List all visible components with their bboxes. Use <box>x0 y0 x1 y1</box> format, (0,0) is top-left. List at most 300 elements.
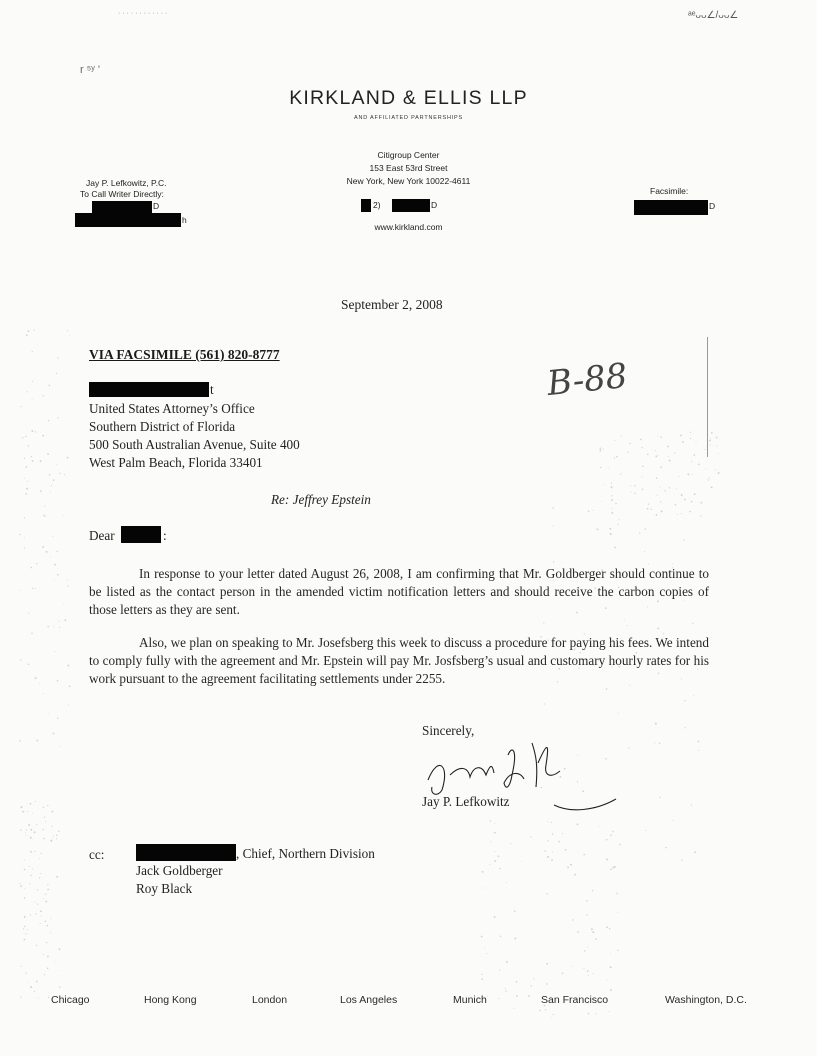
scan-speck <box>32 381 33 382</box>
footer-city-london: London <box>252 994 288 1006</box>
scan-speck <box>32 351 33 352</box>
scan-speck <box>684 700 685 701</box>
scan-speck <box>59 948 61 950</box>
scan-speck <box>617 524 618 525</box>
scan-speck <box>606 688 608 690</box>
scan-speck <box>562 972 564 974</box>
scan-speck <box>551 1017 552 1018</box>
scan-speck <box>56 876 58 878</box>
scan-speck <box>24 517 25 518</box>
scan-speck <box>44 974 45 975</box>
scan-speck <box>645 528 646 529</box>
scan-speck <box>615 503 617 505</box>
scan-speck <box>644 551 645 552</box>
scan-speck <box>22 437 23 438</box>
scan-speck <box>656 477 658 479</box>
scan-speck <box>658 436 659 437</box>
scan-speck <box>621 436 622 437</box>
recipient-line-1: United States Attorney’s Office <box>89 401 255 416</box>
scan-speck <box>44 515 45 516</box>
salutation-end: : <box>163 528 167 543</box>
scan-speck <box>20 883 21 884</box>
scan-speck <box>584 950 585 951</box>
scan-speck <box>482 974 483 975</box>
scan-speck <box>675 504 677 506</box>
scan-speck <box>57 357 58 358</box>
scan-speck <box>48 385 50 387</box>
footer-city-munich: Munich <box>453 994 487 1006</box>
scan-speck <box>24 869 26 871</box>
scan-speck <box>47 889 49 891</box>
scan-speck <box>618 519 619 520</box>
scan-speck <box>20 406 21 407</box>
scan-speck <box>530 836 531 837</box>
scan-speck <box>680 434 682 436</box>
scan-speck <box>533 978 534 979</box>
scan-speck <box>48 420 50 422</box>
scan-speck <box>657 627 659 629</box>
margin-rule <box>707 337 708 457</box>
scan-speck <box>21 806 23 808</box>
scan-speck <box>31 430 33 432</box>
scan-speck <box>516 995 518 997</box>
scan-speck <box>43 838 44 839</box>
scan-speck <box>606 980 607 981</box>
scan-speck <box>50 932 51 933</box>
scan-speck <box>24 537 25 538</box>
scan-speck <box>674 452 675 453</box>
redaction-cc-name <box>136 844 236 861</box>
scan-speck <box>539 1010 541 1012</box>
scan-speck <box>25 835 26 836</box>
margin-mark: r ⁵ʸ ' <box>80 64 100 76</box>
scan-speck <box>627 625 628 626</box>
scan-speck <box>656 514 658 516</box>
scan-speck <box>481 978 483 980</box>
scan-speck <box>595 938 597 940</box>
scan-speck <box>54 961 55 962</box>
scan-speck <box>56 838 57 839</box>
scan-speck <box>610 989 612 991</box>
scan-speck <box>531 985 532 986</box>
scan-speck <box>26 488 28 490</box>
scan-speck <box>669 460 671 462</box>
scan-speck <box>42 546 44 548</box>
scan-speck <box>51 812 52 813</box>
scan-speck <box>50 840 52 842</box>
scan-speck <box>28 866 29 867</box>
scan-speck <box>64 474 65 475</box>
letter-date: September 2, 2008 <box>341 297 443 312</box>
scan-speck <box>56 373 57 374</box>
scan-speck <box>645 830 646 831</box>
scan-speck <box>599 826 600 827</box>
scan-speck <box>600 467 601 468</box>
scan-speck <box>691 804 692 805</box>
scan-speck <box>48 997 49 998</box>
scan-speck <box>22 811 24 813</box>
scan-speck <box>31 633 33 635</box>
sender-name: Jay P. Lefkowitz, P.C. <box>86 178 167 188</box>
scan-speck <box>610 869 612 871</box>
scan-speck <box>690 438 691 439</box>
redaction-salutation-name <box>121 526 161 543</box>
scan-speck <box>624 619 625 620</box>
scan-speck <box>481 936 483 938</box>
scan-speck <box>35 677 37 679</box>
scan-speck <box>43 806 44 807</box>
scan-speck <box>710 445 711 446</box>
scan-speck <box>498 998 499 999</box>
redaction-facsimile <box>634 200 708 215</box>
scan-speck <box>28 445 29 446</box>
scan-speck <box>684 518 685 519</box>
scan-speck <box>46 551 48 553</box>
scan-speck <box>19 740 21 742</box>
paragraph-2: Also, we plan on speaking to Mr. Josefsberg this week to discuss a procedure for paying his fees. We intend to comply fully with the agreement and Mr. Epstein will pay Mr. Josfsberg’s usual and customary hourly rates for his work pursuant to the agreement facilitating settlements under 2255. <box>89 635 709 686</box>
facsimile-label: Facsimile: <box>650 186 689 196</box>
scan-speck <box>572 966 573 967</box>
scan-speck <box>36 824 37 825</box>
scan-speck <box>676 488 677 489</box>
scan-speck <box>36 945 37 946</box>
phone-suffix: 2) <box>373 200 381 210</box>
scan-speck <box>506 961 508 963</box>
scan-speck <box>24 860 25 861</box>
scan-speck <box>618 713 619 714</box>
scan-speck <box>486 953 487 954</box>
scan-speck <box>701 502 703 504</box>
scan-speck <box>614 547 616 549</box>
footer-city-san-francisco: San Francisco <box>541 994 609 1006</box>
scan-speck <box>498 855 500 857</box>
scan-speck <box>56 464 57 465</box>
scan-speck <box>34 329 35 330</box>
scan-speck <box>628 747 629 748</box>
scan-speck <box>47 955 49 957</box>
scan-speck <box>42 435 44 437</box>
scan-speck <box>494 916 496 918</box>
scan-speck <box>44 816 45 817</box>
scan-speck <box>657 495 658 496</box>
scan-speck <box>52 811 54 813</box>
scan-speck <box>57 718 58 719</box>
redaction-recipient-name <box>89 382 209 397</box>
scan-speck <box>698 464 700 466</box>
scan-speck <box>587 970 589 972</box>
scan-speck <box>681 513 682 514</box>
scan-speck <box>45 901 47 903</box>
scan-speck <box>592 890 594 892</box>
scan-speck <box>24 939 26 941</box>
scan-speck <box>67 580 68 581</box>
scan-speck <box>709 440 711 442</box>
scan-speck <box>52 826 53 827</box>
sender-phone-end: D <box>153 201 160 211</box>
scan-speck <box>634 493 635 494</box>
scan-speck <box>30 875 31 876</box>
scan-speck <box>514 1008 515 1009</box>
scan-speck <box>505 990 506 991</box>
scan-speck <box>25 933 26 934</box>
scan-speck <box>612 867 614 869</box>
scan-speck <box>698 750 699 751</box>
scan-speck <box>28 613 29 614</box>
re-label: Re: <box>271 492 290 507</box>
scan-speck <box>37 889 38 890</box>
scan-speck <box>50 556 51 557</box>
scan-speck <box>619 844 621 846</box>
scan-speck <box>27 929 28 930</box>
scan-speck <box>20 997 21 998</box>
scan-speck <box>591 928 593 930</box>
scan-speck <box>34 902 35 903</box>
scan-speck <box>572 919 573 920</box>
scan-speck <box>24 478 25 479</box>
scan-speck <box>547 856 549 858</box>
scan-speck <box>710 438 711 439</box>
scan-speck <box>54 564 56 566</box>
scan-speck <box>599 450 601 452</box>
scan-speck <box>40 490 42 492</box>
scan-speck <box>553 525 554 526</box>
scan-speck <box>553 561 554 562</box>
scan-speck <box>30 851 32 853</box>
scan-speck <box>59 627 60 628</box>
scan-speck <box>63 515 64 516</box>
scan-speck <box>40 916 41 917</box>
scan-speck <box>500 936 501 937</box>
scan-speck <box>546 893 548 895</box>
scan-speck <box>684 499 686 501</box>
scan-speck <box>26 829 27 830</box>
scan-speck <box>25 972 26 973</box>
scan-speck <box>64 619 66 621</box>
scan-speck <box>34 831 36 833</box>
scan-speck <box>672 820 673 821</box>
scan-speck <box>41 853 42 854</box>
phone-end: D <box>431 200 438 210</box>
scan-speck <box>558 841 560 843</box>
facsimile-end: D <box>709 201 716 211</box>
scan-speck <box>565 849 567 851</box>
scan-speck <box>677 514 678 515</box>
scan-speck <box>716 437 718 439</box>
scan-speck <box>665 847 666 848</box>
scan-speck <box>495 851 496 852</box>
scan-speck <box>40 460 42 462</box>
scan-speck <box>678 476 679 477</box>
scan-speck <box>551 859 553 861</box>
scan-speck <box>655 723 657 725</box>
scan-speck <box>25 493 27 495</box>
scan-speck <box>25 467 26 468</box>
scan-speck <box>544 703 545 704</box>
scan-speck <box>612 508 613 509</box>
scan-speck <box>32 588 33 589</box>
scan-speck <box>40 873 41 874</box>
scan-speck <box>67 665 69 667</box>
scan-speck <box>35 431 36 432</box>
scan-speck <box>614 440 615 441</box>
cc-line-2: Jack Goldberger <box>136 863 223 878</box>
scan-speck <box>69 685 71 687</box>
scan-speck <box>40 910 42 912</box>
scan-speck <box>47 453 49 455</box>
scan-speck <box>39 858 40 859</box>
scan-speck <box>655 450 656 451</box>
scan-speck <box>705 468 706 469</box>
scan-speck <box>700 515 701 516</box>
scan-speck <box>640 439 642 441</box>
scan-speck <box>611 499 613 501</box>
scan-speck <box>592 931 594 933</box>
scan-speck <box>43 898 44 899</box>
paragraph-1: In response to your letter dated August 26, 2008, I am confirming that Mr. Goldberger should continue to be listed as the contact person in the amended victim notification letters and should receive the carbon copies of those letters as they are sent. <box>89 566 709 617</box>
redaction-phone-area <box>361 199 371 212</box>
scan-speck <box>715 469 716 470</box>
scan-speck <box>53 625 54 626</box>
scan-speck <box>24 897 26 899</box>
scan-speck <box>660 486 661 487</box>
firm-name: KIRKLAND & ELLIS LLP <box>289 87 528 109</box>
scan-speck <box>56 835 58 837</box>
scan-speck <box>685 727 686 728</box>
scan-speck <box>58 831 59 832</box>
scan-speck <box>586 914 587 915</box>
scan-speck <box>514 938 516 940</box>
scan-speck <box>39 877 40 878</box>
scan-speck <box>24 926 26 928</box>
scan-speck <box>552 507 553 508</box>
scan-speck <box>583 968 584 969</box>
scan-speck <box>27 811 28 812</box>
scan-speck <box>55 651 56 652</box>
scan-speck <box>606 839 607 840</box>
scan-speck <box>24 888 25 889</box>
scan-speck <box>588 1013 590 1015</box>
scan-speck <box>26 466 27 467</box>
scan-speck <box>616 893 618 895</box>
address-line-2: 153 East 53rd Street <box>369 163 448 173</box>
scan-speck <box>506 882 507 883</box>
scan-speck <box>683 539 684 540</box>
scan-speck <box>611 512 613 514</box>
scan-speck <box>709 477 710 478</box>
scan-speck <box>69 336 70 337</box>
scan-speck <box>51 485 52 486</box>
scan-speck <box>53 479 55 481</box>
scan-speck <box>28 824 30 826</box>
scan-speck <box>654 742 655 743</box>
scan-speck <box>30 829 32 831</box>
scan-speck <box>47 626 49 628</box>
scan-speck <box>617 950 619 952</box>
scan-speck <box>24 916 26 918</box>
recipient-line-3: 500 South Australian Avenue, Suite 400 <box>89 437 300 452</box>
scan-speck <box>20 966 21 967</box>
scan-speck <box>687 473 689 475</box>
scan-speck <box>642 488 644 490</box>
scan-speck <box>597 528 599 530</box>
address-line-3: New York, New York 10022-4611 <box>346 176 471 186</box>
scan-speck <box>45 893 46 894</box>
scan-speck <box>668 456 669 457</box>
scan-speck <box>694 493 696 495</box>
affiliated-partnerships: AND AFFILIATED PARTNERSHIPS <box>353 115 463 121</box>
scan-speck <box>44 506 45 507</box>
scan-speck <box>567 867 569 869</box>
redaction-sender-email <box>75 213 181 227</box>
fax-page-code: ᵃᵉᴗᴗ∠/ᴗᴗ∠ <box>688 10 739 21</box>
scan-speck <box>681 860 682 861</box>
scan-speck <box>56 551 57 552</box>
scan-speck <box>661 510 663 512</box>
scan-speck <box>510 843 511 844</box>
scan-speck <box>45 821 46 822</box>
redaction-phone-number <box>392 199 430 212</box>
footer-city-chicago: Chicago <box>51 994 90 1006</box>
scan-speck <box>659 797 660 798</box>
scan-speck <box>552 851 553 852</box>
scan-speck <box>717 446 718 447</box>
scan-speck <box>58 621 59 622</box>
scan-speck <box>35 588 36 589</box>
scan-speck <box>641 476 642 477</box>
scan-speck <box>610 966 612 968</box>
scan-speck <box>31 456 32 457</box>
scan-speck <box>608 467 609 468</box>
scan-speck <box>583 854 585 856</box>
scan-speck <box>67 457 69 459</box>
footer-city-hong-kong: Hong Kong <box>144 994 197 1006</box>
scan-speck <box>528 995 530 997</box>
re-subject: Jeffrey Epstein <box>292 492 371 507</box>
scan-speck <box>53 836 54 837</box>
scan-speck <box>611 483 612 484</box>
scan-speck <box>36 981 38 983</box>
scan-speck <box>606 926 608 928</box>
scan-speck <box>614 866 616 868</box>
scan-speck <box>547 840 548 841</box>
scan-speck <box>63 605 64 606</box>
scan-speck <box>25 832 26 833</box>
scan-speck <box>543 622 544 623</box>
scan-speck <box>35 801 36 802</box>
scan-speck <box>711 486 713 488</box>
scan-speck <box>587 946 588 947</box>
scan-speck <box>553 1014 554 1015</box>
scan-speck <box>58 971 59 972</box>
scan-speck <box>641 447 642 448</box>
scan-speck <box>547 821 548 822</box>
scan-speck <box>27 391 28 392</box>
scan-speck <box>562 833 563 834</box>
scan-speck <box>612 534 613 535</box>
scan-speck <box>24 548 25 549</box>
scan-speck <box>655 455 657 457</box>
top-left-scribble: · · · · · · · · · · · · <box>118 10 168 17</box>
scan-speck <box>31 567 33 569</box>
scan-speck <box>53 536 54 537</box>
salutation: Dear <box>89 528 115 543</box>
scan-speck <box>546 983 547 984</box>
scan-speck <box>614 457 615 458</box>
scan-speck <box>49 474 51 476</box>
footer-city-los-angeles: Los Angeles <box>340 994 398 1006</box>
scan-speck <box>20 885 22 887</box>
scan-speck <box>32 868 33 869</box>
